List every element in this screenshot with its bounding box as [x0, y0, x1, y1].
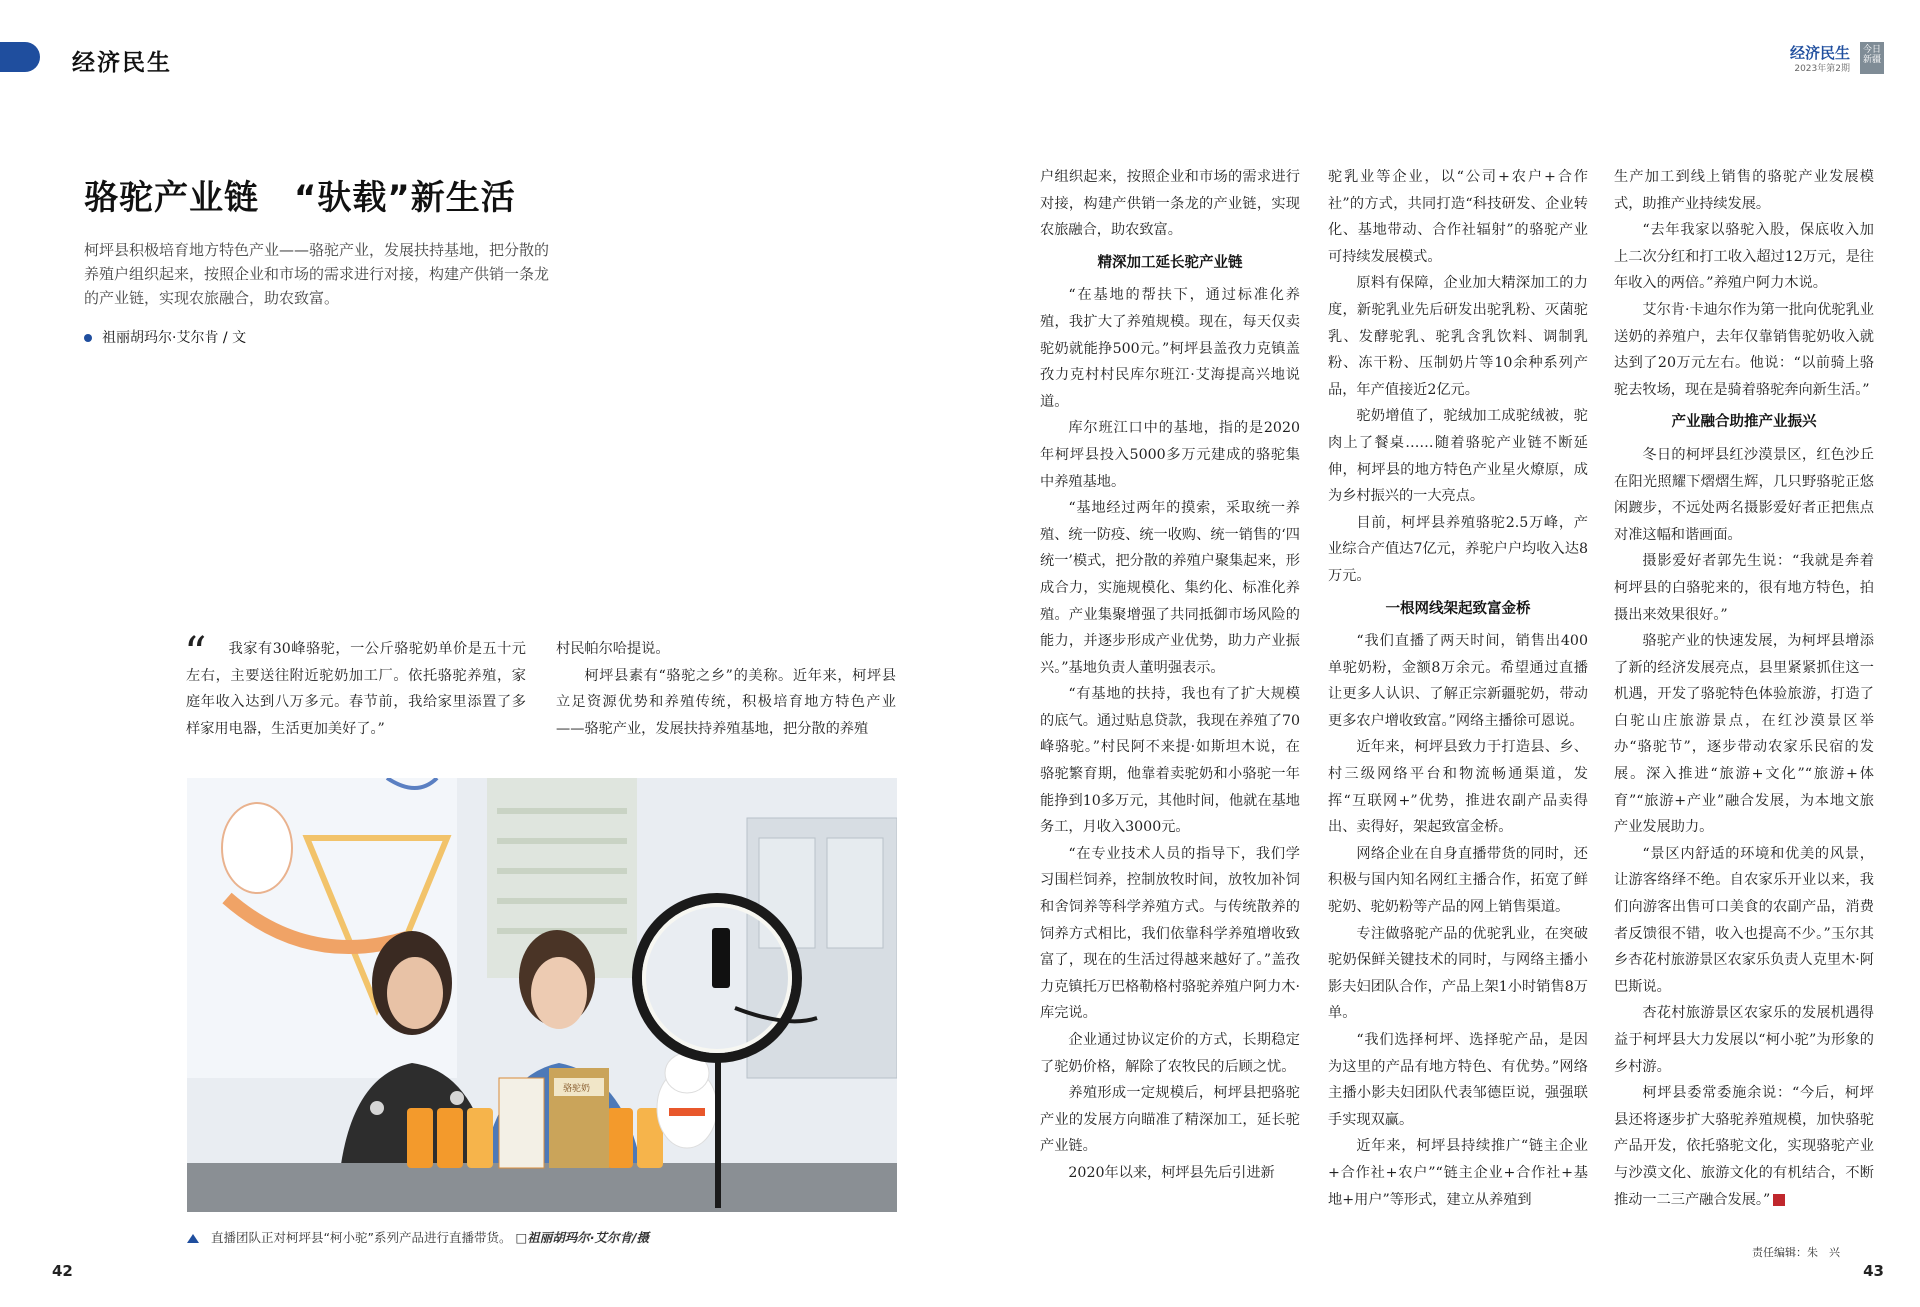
final-paragraph-text: 柯坪县委常委施余说：“今后，柯坪县还将逐步扩大骆驼养殖规模，加快骆驼产品开发，依托骆驼文化，实现骆驼产业与沙漠文化、旅游文化的有机结合，不断推动一二三产融合发展。” [1614, 1085, 1874, 1208]
paragraph: “在专业技术人员的指导下，我们学习围栏饲养，控制放牧时间，放牧加补饲和舍饲养等科学养殖方式。与传统散养的饲养方式相比，我们依靠科学养殖增收致富了，现在的生活过得越来越好了。”盖孜力克镇托万巴格勒格村骆驼养殖户阿力木·库完说。 [1040, 845, 1300, 1022]
section-title-left: 经济民生 [72, 49, 172, 76]
paragraph: 目前，柯坪县养殖骆驼2.5万峰，产业综合产值达7亿元，养驼户户均收入达8万元。 [1328, 514, 1588, 584]
product-box-label: 骆驼奶 [563, 1084, 591, 1094]
paragraph: 户组织起来，按照企业和市场的需求进行对接，构建产供销一条龙的产业链，实现农旅融合，助农致富。 [1040, 169, 1300, 239]
paragraph: 2020年以来，柯坪县先后引进新 [1068, 1164, 1275, 1181]
paragraph: 库尔班江口中的基地，指的是2020年柯坪县投入5000多万元建成的骆驼集中养殖基地。 [1040, 420, 1300, 490]
paragraph: 养殖形成一定规模后，柯坪县把骆驼产业的发展方向瞄准了精深加工，延长驼产业链。 [1040, 1085, 1300, 1155]
author-name: 祖丽胡玛尔·艾尔肯 / 文 [102, 330, 247, 346]
paragraph: “在基地的帮扶下，通过标准化养殖，我扩大了养殖规模。现在，每天仅卖驼奶就能挣500元。”柯坪县盖孜力克镇盖孜力克村村民库尔班江·艾海提高兴地说道。 [1040, 287, 1300, 410]
column-2 [1328, 164, 1588, 1213]
paragraph: “有基地的扶持，我也有了扩大规模的底气。通过贴息贷款，我现在养殖了70峰骆驼。”村民阿不来提·如斯坦木说，在骆驼繁育期，他靠着卖驼奶和小骆驼一年能挣到10多万元，其他时间，他就在基地务工，月收入3000元。 [1040, 686, 1300, 836]
photo-illustration [187, 778, 897, 1212]
livestream-photo [187, 778, 897, 1212]
logo-text: 今日新疆 [1862, 45, 1881, 65]
triangle-icon [187, 1234, 199, 1243]
end-mark-icon [1773, 1194, 1785, 1206]
column-1 [1040, 164, 1300, 1187]
caption-text: 直播团队正对柯坪县“柯小驼”系列产品进行直播带货。 [211, 1230, 512, 1245]
photo-credit: □祖丽胡玛尔·艾尔肯/摄 [515, 1230, 650, 1245]
paragraph: “景区内舒适的环境和优美的风景，让游客络绎不绝。自农家乐开业以来，我们向游客出售可口美食的农副产品，消费者反馈很不错，收入也提高不少。”玉尔其乡杏花村旅游景区农家乐负责人克里木·阿巴斯说。 [1614, 845, 1874, 995]
photo-caption [187, 1228, 649, 1246]
page-number-right: 43 [1863, 1262, 1884, 1280]
column-a [556, 636, 896, 742]
paragraph: 杏花村旅游景区农家乐的发展机遇得益于柯坪县大力发展以“柯小驼”为形象的乡村游。 [1614, 1005, 1874, 1075]
article-title: 骆驼产业链 “驮载”新生活 [84, 178, 516, 218]
paragraph: “基地经过两年的摸索，采取统一养殖、统一防疫、统一收购、统一销售的‘四统一’模式，把分散的养殖户聚集起来，形成合力，实施规模化、集约化、标准化养殖。产业集聚增强了共同抵御市场风险的能力，并逐步形成产业优势，助力产业振兴。”基地负责人董明强表示。 [1040, 500, 1300, 676]
paragraph: 驼奶增值了，驼绒加工成驼绒被，驼肉上了餐桌……随着骆驼产业链不断延伸，柯坪县的地方特色产业星火燎原，成为乡村振兴的一大亮点。 [1328, 408, 1588, 505]
article-author [84, 327, 246, 347]
page-number-left: 42 [52, 1262, 73, 1280]
section-tab-marker [0, 42, 40, 72]
quote-mark-icon: “ [184, 628, 207, 679]
subheading-deep-processing: 精深加工延长驼产业链 [1097, 254, 1243, 271]
issue-label: 2023年第2期 [1794, 64, 1850, 74]
section-title-right: 经济民生 [1789, 44, 1850, 62]
paragraph [1614, 1080, 1874, 1213]
paragraph: 驼乳业等企业，以“公司+农户+合作社”的方式，共同打造“科技研发、企业转化、基地带动、合作社辐射”的骆驼产业可持续发展模式。 [1328, 169, 1588, 265]
subheading-internet: 一根网线架起致富金桥 [1385, 600, 1531, 617]
subheading-integration: 产业融合助推产业振兴 [1671, 414, 1817, 431]
pull-quote-text: 我家有30峰骆驼，一公斤骆驼奶单价是五十元左右，主要送往附近驼奶加工厂。依托骆驼养殖，家庭年收入达到八万多元。春节前，我给家里添置了多样家用电器，生活更加美好了。” [186, 641, 526, 737]
pull-quote [186, 636, 526, 742]
paragraph: 网络企业在自身直播带货的同时，还积极与国内知名网红主播合作，拓宽了鲜驼奶、驼奶粉等产品的网上销售渠道。 [1328, 845, 1588, 916]
paragraph: “我们直播了两天时间，销售出400单驼奶粉，金额8万余元。希望通过直播让更多人认识、了解正宗新疆驼奶，带动更多农户增收致富。”网络主播徐可恩说。 [1328, 633, 1588, 729]
paragraph: “我们选择柯坪、选择驼产品，是因为这里的产品有地方特色、有优势。”网络主播小影夫妇团队代表邹德臣说，强强联手实现双赢。 [1328, 1032, 1588, 1128]
paragraph: 近年来，柯坪县持续推广“链主企业+合作社+农户”“链主企业+合作社+基地+用户”等形式，建立从养殖到 [1328, 1138, 1588, 1208]
article-lead: 柯坪县积极培育地方特色产业——骆驼产业，发展扶持基地，把分散的养殖户组织起来，按照企业和市场的需求进行对接，构建产供销一条龙的产业链，实现农旅融合，助农致富。 [84, 241, 550, 307]
paragraph: 近年来，柯坪县致力于打造县、乡、村三级网络平台和物流畅通渠道，发挥“互联网+”优势，推进农副产品卖得出、卖得好，架起致富金桥。 [1328, 739, 1588, 836]
paragraph: 艾尔肯·卡迪尔作为第一批向优驼乳业送奶的养殖户，去年仅靠销售驼奶收入就达到了20万元左右。他说：“以前骑上骆驼去牧场，现在是骑着骆驼奔向新生活。” [1614, 301, 1874, 398]
editor-credit: 责任编辑：朱 兴 [1752, 1246, 1840, 1259]
paragraph: 原料有保障，企业加大精深加工的力度，新驼乳业先后研发出驼乳粉、灭菌驼乳、发酵驼乳、驼乳含乳饮料、调制乳粉、冻干粉、压制奶片等10余种系列产品，年产值接近2亿元。 [1328, 275, 1588, 398]
paragraph: 柯坪县素有“骆驼之乡”的美称。近年来，柯坪县立足资源优势和养殖传统，积极培育地方特色产业——骆驼产业，发展扶持养殖基地，把分散的养殖 [556, 667, 896, 737]
bullet-icon [84, 334, 92, 342]
paragraph: 骆驼产业的快速发展，为柯坪县增添了新的经济发展亮点，县里紧紧抓住这一机遇，开发了骆驼特色体验旅游，打造了白驼山庄旅游景点，在红沙漠景区举办“骆驼节”，逐步带动农家乐民宿的发展。深入推进“旅游+文化”“旅游+体育”“旅游+产业”融合发展，为本地文旅产业发展助力。 [1614, 633, 1874, 836]
paragraph: 冬日的柯坪县红沙漠景区，红色沙丘在阳光照耀下熠熠生辉，几只野骆驼正悠闲踱步，不远处两名摄影爱好者正把焦点对准这幅和谐画面。 [1614, 446, 1874, 543]
magazine-logo [1860, 42, 1884, 74]
paragraph: 企业通过协议定价的方式，长期稳定了驼奶价格，解除了农牧民的后顾之忧。 [1040, 1032, 1300, 1075]
paragraph: 生产加工到线上销售的骆驼产业发展模式，助推产业持续发展。 [1614, 169, 1874, 212]
paragraph: “去年我家以骆驼入股，保底收入加上二次分红和打工收入超过12万元，是往年收入的两倍。”养殖户阿力木说。 [1614, 222, 1874, 292]
paragraph: 村民帕尔哈提说。 [556, 641, 670, 657]
paragraph: 摄影爱好者郭先生说：“我就是奔着柯坪县的白骆驼来的，很有地方特色，拍摄出来效果很好。” [1614, 553, 1874, 623]
paragraph: 专注做骆驼产品的优驼乳业，在突破驼奶保鲜关键技术的同时，与网络主播小影夫妇团队合作，产品上架1小时销售8万单。 [1328, 925, 1588, 1022]
column-3 [1614, 164, 1874, 1213]
